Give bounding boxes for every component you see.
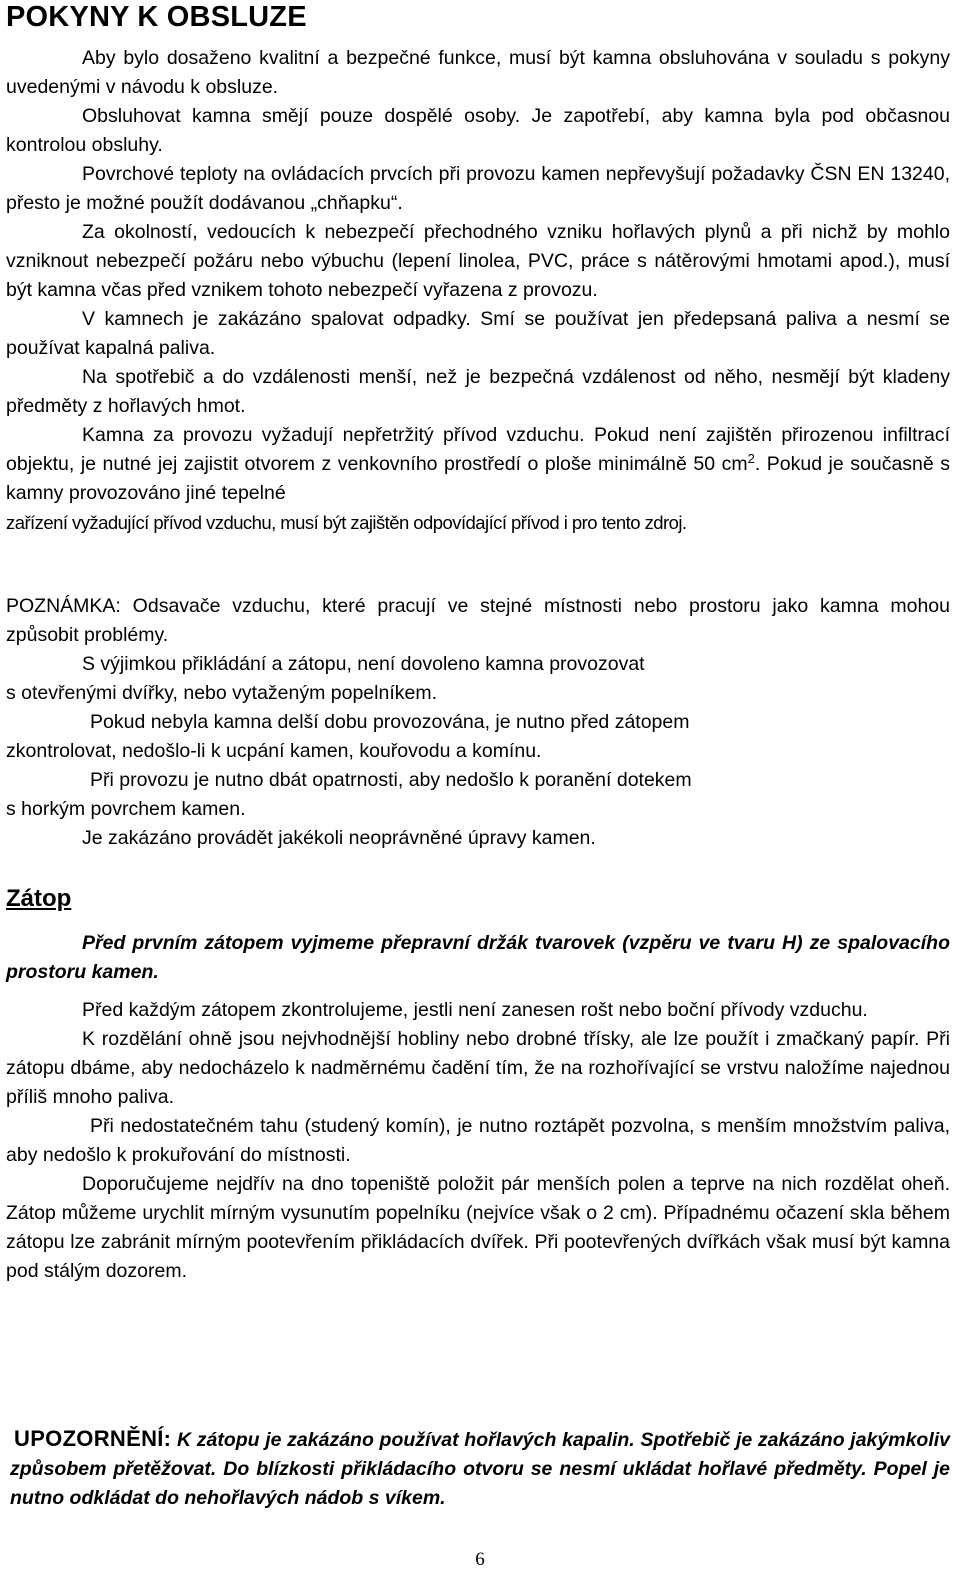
rule-item (6, 824, 950, 853)
zatop-section (6, 996, 950, 1286)
rule-item (6, 766, 950, 824)
intro-paragraph: Obsluhovat kamna smějí pouze dospělé osoby. Je zapotřebí, aby kamna byla pod občasnou kontrolou obsluhy. (6, 105, 950, 156)
section-title-zatop: Zátop (6, 885, 72, 912)
intro-paragraph: Aby bylo dosaženo kvalitní a bezpečné funkce, musí být kamna obsluhována v souladu s pokyny uvedenými v návodu k obsluze. (6, 47, 950, 98)
zatop-paragraph: Před každým zátopem zkontrolujeme, jestli není zanesen rošt nebo boční přívody vzduchu. (82, 999, 868, 1021)
superscript-2: 2 (747, 451, 755, 466)
intro-paragraph: Na spotřebič a do vzdálenosti menší, než je bezpečná vzdálenost od něho, nesmějí být kladeny předměty z hořlavých hmot. (6, 366, 950, 417)
rule-first-line: Je zakázáno provádět jakékoli neoprávněné úpravy kamen. (82, 827, 596, 849)
zatop-paragraph: K rozdělání ohně jsou nejvhodnější hobliny nebo drobné třísky, ale lze použít i zmačkaný papír. Při zátopu dbáme, aby nedocházelo k nadměrnému čadění tím, že na rozhořívající se vrstvu naložíme najednou příliš mnoho paliva. (6, 1028, 950, 1108)
rule-second-line: s otevřenými dvířky, nebo vytaženým popelníkem. (6, 682, 437, 704)
zatop-warning-section (6, 929, 950, 987)
air-supply-paragraph (6, 421, 950, 508)
note-label: POZNÁMKA: (6, 595, 121, 617)
warning-text: K zátopu je zakázáno používat hořlavých kapalin. Spotřebič je zakázáno jakýmkoliv způsobem přetěžovat. Do blízkosti přikládacího otvoru se nesmí ukládat hořlavé předměty. Popel je nutno odkládat do nehořlavých nádob s víkem. (10, 1429, 950, 1509)
rule-item (6, 650, 950, 708)
rule-first-line: Pokud nebyla kamna delší dobu provozována, je nutno před zátopem (90, 711, 690, 733)
rule-second-line: s horkým povrchem kamen. (6, 798, 246, 820)
rule-first-line: S výjimkou přikládání a zátopu, není dovoleno kamna provozovat (82, 653, 645, 675)
zatop-paragraph: Při nedostatečném tahu (studený komín), je nutno roztápět pozvolna, s menším množstvím paliva, aby nedošlo k prokuřování do místnosti. (6, 1115, 950, 1166)
air-supply-last-line: zařízení vyžadující přívod vzduchu, musí být zajištěn odpovídající přívod i pro tento zdroj. (6, 512, 687, 533)
rule-item (6, 708, 950, 766)
rule-second-line: zkontrolovat, nedošlo-li k ucpání kamen, kouřovodu a komínu. (6, 740, 542, 762)
air-supply-after: . Pokud je současně s kamny provozováno jiné tepelné (6, 453, 950, 504)
intro-paragraph: Povrchové teploty na ovládacích prvcích při provozu kamen nepřevyšují požadavky ČSN EN 13240, přesto je možné použít dodávanou „chňapku“. (6, 163, 950, 214)
note-section (6, 592, 950, 650)
warning-section (6, 1424, 950, 1513)
warning-label: UPOZORNĚNÍ: (14, 1426, 172, 1451)
intro-paragraph: Za okolností, vedoucích k nebezpečí přechodného vzniku hořlavých plynů a při nichž by mohlo vzniknout nebezpečí požáru nebo výbuchu (lepení linolea, PVC, práce s nátěrovými hmotami apod.), musí být kamna včas před vznikem tohoto nebezpečí vyřazena z provozu. (6, 221, 950, 301)
intro-paragraph: V kamnech je zakázáno spalovat odpadky. Smí se používat jen předepsaná paliva a nesmí se používat kapalná paliva. (6, 308, 950, 359)
zatop-warning: Před prvním zátopem vyjmeme přepravní držák tvarovek (vzpěru ve tvaru H) ze spalovacího prostoru kamen. (6, 932, 950, 983)
air-supply-text: Kamna za provozu vyžadují nepřetržitý přívod vzduchu. Pokud není zajištěn přirozenou infiltrací objektu, je nutné jej zajistit otvorem z venkovního prostředí o ploše minimálně 50 cm (6, 424, 950, 475)
zatop-paragraph: Doporučujeme nejdřív na dno topeniště položit pár menších polen a teprve na nich rozdělat oheň. Zátop můžeme urychlit mírným vysunutím popelníku (nejvíce však o 2 cm). Případnému očazení skla během zátopu lze zabránit mírným pootevřením přikládacích dvířek. Při pootevřených dvířkách však musí být kamna pod stálým dozorem. (6, 1173, 950, 1282)
rule-first-line: Při provozu je nutno dbát opatrnosti, aby nedošlo k poranění dotekem (90, 769, 692, 791)
page-title: POKYNY K OBSLUZE (6, 1, 307, 33)
note-paragraph (6, 592, 950, 650)
intro-section (6, 44, 950, 537)
page-number: 6 (475, 1549, 485, 1570)
note-text: Odsavače vzduchu, které pracují ve stejné místnosti nebo prostoru jako kamna mohou způsobit problémy. (6, 595, 950, 646)
rules-section (6, 650, 950, 853)
warning-paragraph (10, 1424, 950, 1513)
